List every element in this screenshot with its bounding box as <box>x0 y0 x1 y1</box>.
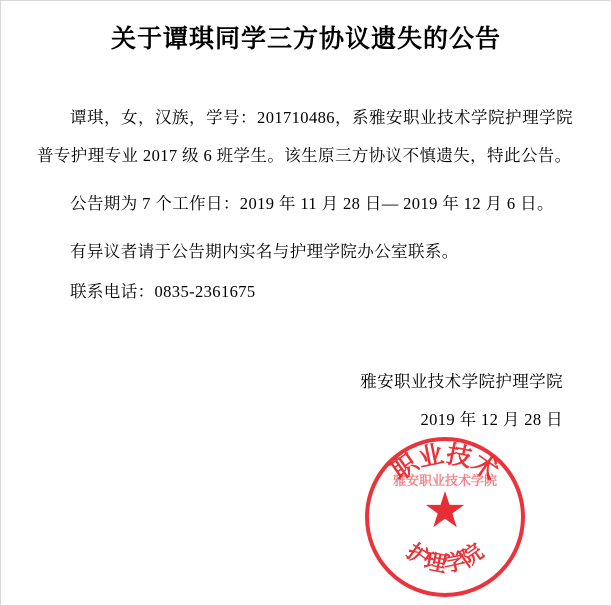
document-body <box>1 99 611 311</box>
signature-date: 2019 年 12 月 28 日 <box>420 410 563 429</box>
official-seal-stamp <box>361 433 529 601</box>
page-title: 关于谭琪同学三方协议遗失的公告 <box>110 24 501 53</box>
paragraph-3: 有异议者请于公告期内实名与护理学院办公室联系。 <box>70 242 459 261</box>
seal-top-text: 雅安职业技术学院 <box>392 474 498 489</box>
paragraph-1: 谭琪，女，汉族，学号：201710486，系雅安职业技术学院护理学院普专护理专业 2017 级 6 班学生。该生原三方协议不慎遗失，特此公告。 <box>37 108 573 165</box>
svg-text:职业技术 <box>386 439 503 486</box>
signature-block <box>1 363 611 439</box>
seal-star-icon <box>426 491 464 527</box>
paragraph-2: 公告期为 7 个工作日：2019 年 11 月 28 日— 2019 年 12 月 6 日。 <box>70 194 554 213</box>
seal-bottom-text: 护理学院 <box>401 538 489 578</box>
signature-organization: 雅安职业技术学院护理学院 <box>360 372 563 391</box>
svg-text:护理学院 <box>402 538 489 578</box>
seal-arc-text: 职业技术 <box>386 439 504 487</box>
paragraph-4: 联系电话：0835-2361675 <box>70 282 256 301</box>
